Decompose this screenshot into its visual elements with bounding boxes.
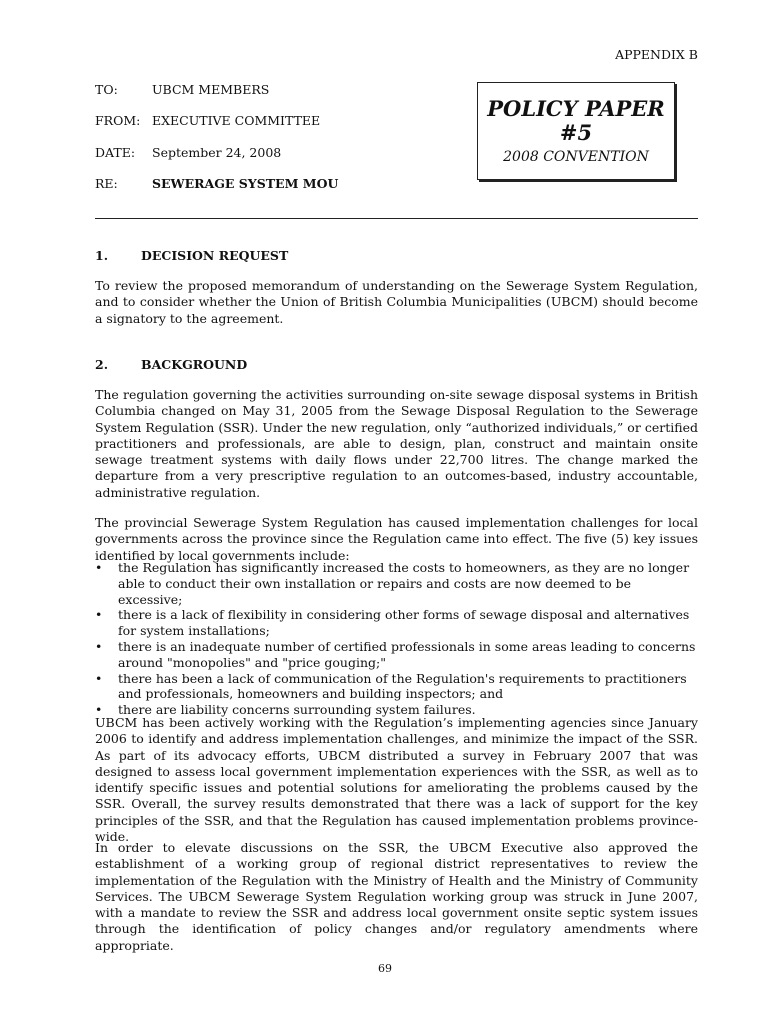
memo-from-value: EXECUTIVE COMMITTEE [152, 113, 321, 128]
memo-from-row [95, 113, 320, 128]
section-1-heading [95, 248, 288, 263]
memo-re-value: SEWERAGE SYSTEM MOU [152, 176, 339, 191]
section-2-title: BACKGROUND [141, 357, 248, 372]
header-divider [95, 218, 698, 219]
memo-to-row [95, 82, 269, 97]
memo-date-value: September 24, 2008 [152, 145, 282, 160]
list-item: • the Regulation has significantly increased the costs to homeowners, as they are no longer able to conduct their own installation or repairs and costs are now deemed to be excessive; [95, 560, 690, 607]
policy-paper-title: POLICY PAPER [487, 96, 665, 121]
bullet-icon: • [95, 702, 103, 718]
memo-date-row [95, 145, 281, 160]
background-paragraph-3: UBCM has been actively working with the Regulation’s implementing agencies since January 2006 to identify and address implementation challenges, and minimize the impact of the SSR. As part of its advocacy efforts, UBCM distributed a survey in February 2007 that was designed to assess local government implementation experiences with the SSR, as well as to identify specific issues and potential solutions for ameliorating the problems caused by the SSR. Overall, the survey results demonstrated that there was a lack of support for the key principles of the SSR, and that the Regulation has caused implementation problems province-wide. [95, 715, 698, 845]
bullet-icon: • [95, 607, 103, 623]
bullet-icon: • [95, 638, 103, 654]
appendix-label: APPENDIX B [615, 47, 698, 62]
background-paragraph-2: The provincial Sewerage System Regulation has caused implementation challenges for local governments across the province since the Regulation came into effect. The five (5) key issues identified by local governments include: [95, 515, 698, 563]
page-number: 69 [378, 962, 392, 975]
policy-paper-subtitle: 2008 CONVENTION [503, 149, 649, 165]
memo-from-label: FROM: [95, 113, 141, 128]
list-item: • there is an inadequate number of certified professionals in some areas leading to concerns around "monopolies" and "price gouging;" [95, 638, 696, 670]
memo-to-value: UBCM MEMBERS [152, 82, 270, 97]
list-item: • there are liability concerns surrounding system failures. [95, 702, 476, 718]
section-2-number: 2. [95, 357, 109, 372]
section-2-heading [95, 357, 247, 372]
memo-date-label: DATE: [95, 145, 136, 160]
policy-paper-box [477, 82, 675, 180]
memo-to-label: TO: [95, 82, 118, 97]
bullet-icon: • [95, 670, 103, 686]
policy-paper-number: #5 [559, 120, 593, 145]
memo-re-label: RE: [95, 176, 118, 191]
memo-re-row [95, 176, 338, 191]
background-paragraph-1: The regulation governing the activities surrounding on-site sewage disposal systems in British Columbia changed on May 31, 2005 from the Sewage Disposal Regulation to the Sewerage System Regulation (SSR). Under the new regulation, only “authorized individuals,” or certified practitioners and professionals, are able to design, plan, construct and maintain onsite sewage treatment systems with daily flows under 22,700 litres. The change marked the departure from a very prescriptive regulation to an outcomes-based, industry accountable, administrative regulation. [95, 387, 698, 500]
list-item: • there has been a lack of communication of the Regulation's requirements to practitioners and professionals, homeowners and building inspectors; and [95, 670, 687, 702]
bullet-icon: • [95, 560, 103, 575]
list-item: • there is a lack of flexibility in considering other forms of sewage disposal and alternatives for system installations; [95, 607, 690, 639]
section-1-title: DECISION REQUEST [141, 248, 289, 263]
section-1-number: 1. [95, 248, 109, 263]
section-1-paragraph: To review the proposed memorandum of understanding on the Sewerage System Regulation, and to consider whether the Union of British Columbia Municipalities (UBCM) should become a signatory to the agreement. [95, 278, 698, 326]
key-issues-list [95, 560, 698, 718]
background-paragraph-4: In order to elevate discussions on the SSR, the UBCM Executive also approved the establishment of a working group of regional district representatives to review the implementation of the Regulation with the Ministry of Health and the Ministry of Community Services. The UBCM Sewerage System Regulation working group was struck in June 2007, with a mandate to review the SSR and address local government onsite septic system issues through the identification of policy changes and/or regulatory amendments where appropriate. [95, 840, 698, 953]
